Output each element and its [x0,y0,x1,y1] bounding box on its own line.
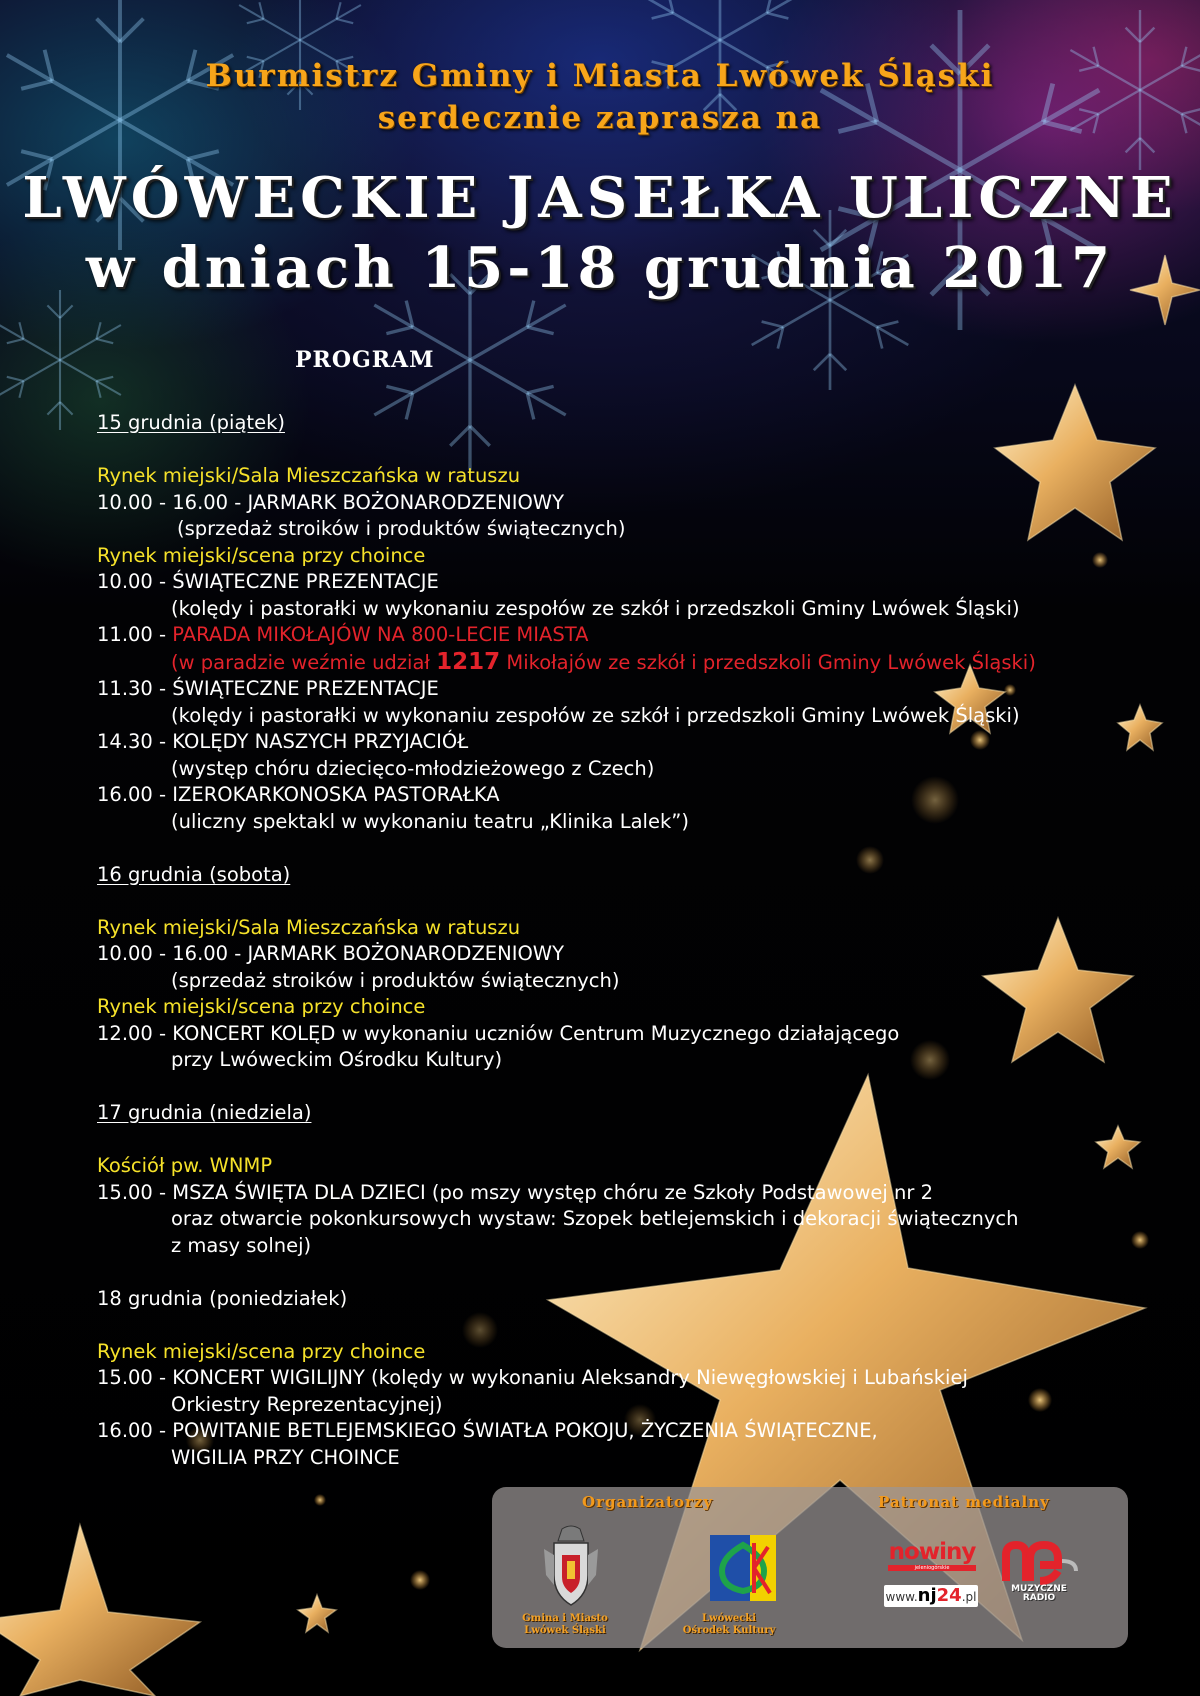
event-description: oraz otwarcie pokonkursowych wystaw: Szopek betlejemskich i dekoracji świątecznych [171,1207,1019,1230]
program-heading: PROGRAM [295,347,435,373]
bokeh-light [314,1494,326,1506]
day-heading: 17 grudnia (niedziela) [97,1101,312,1124]
event-description: (sprzedaż stroików i produktów świątecznych) [171,968,620,992]
venue: Rynek miejski/scena przy choince [97,1339,426,1363]
day-heading: 18 grudnia (poniedziałek) [97,1286,348,1310]
venue: Rynek miejski/scena przy choince [97,995,426,1018]
santa-count: 1217 [436,648,501,675]
event-entry: 14.30 - KOLĘDY NASZYCH PRZYJACIÓŁ [97,730,469,753]
venue: Rynek miejski/Sala Mieszczańska w ratuszu [97,464,521,487]
patronage-label: Patronat medialny [878,1493,1050,1511]
venue: Kościół pw. WNMP [97,1154,273,1177]
event-description: WIGILIA PRZY CHOINCE [171,1445,400,1469]
nowiny-logo: nowiny jeleniogórskie [888,1539,976,1571]
gmina-caption: Gmina i Miasto Lwówek Śląski [522,1613,608,1636]
event-entry: 16.00 - IZEROKARKONOSKA PASTORAŁKA [97,783,500,806]
event-time: 11.00 - [97,623,173,646]
event-entry: 11.30 - ŚWIĄTECZNE PREZENTACJE [97,677,439,700]
venue: Rynek miejski/scena przy choince [97,543,426,567]
bokeh-light [410,1570,430,1590]
bokeh-light [1131,1231,1149,1249]
event-entry: 10.00 - 16.00 - JARMARK BOŻONARODZENIOWY [97,490,565,514]
event-description: z masy solnej) [171,1233,312,1257]
sponsors-panel [492,1487,1128,1648]
lok-caption: Lwówecki Ośrodek Kultury [682,1613,776,1636]
event-description: (sprzedaż stroików i produktów świątecznych) [177,517,626,540]
parade-description: (w paradzie weźmie udział 1217 Mikołajów ze szkół i przedszkoli Gminy Lwówek Śląski) [171,648,1036,675]
day-heading: 16 grudnia (sobota) [97,862,291,886]
event-entry: 10.00 - ŚWIĄTECZNE PREZENTACJE [97,570,439,593]
event-entry: 16.00 - POWITANIE BETLEJEMSKIEGO ŚWIATŁA POKOJU, ŻYCZENIA ŚWIĄTECZNE, [97,1419,878,1442]
venue: Rynek miejski/Sala Mieszczańska w ratuszu [97,915,521,939]
invitation-line-1: Burmistrz Gminy i Miasta Lwówek Śląski [205,58,995,94]
event-description: (występ chóru dziecięco-młodzieżowego z Czech) [171,756,655,780]
event-description: (kolędy i pastorałki w wykonaniu zespołów ze szkół i przedszkoli Gminy Lwówek Śląski) [171,703,1020,727]
radio-logo-icon [996,1541,1082,1585]
event-title: LWÓWECKIE JASEŁKA ULICZNE [22,165,1178,231]
event-description: (kolędy i pastorałki w wykonaniu zespołów ze szkół i przedszkoli Gminy Lwówek Śląski) [171,596,1020,620]
gmina-crest-icon [540,1525,602,1609]
day-heading: 15 grudnia (piątek) [97,411,285,434]
star [298,1595,336,1632]
event-description: (uliczny spektakl w wykonaniu teatru „Klinika Lalek”) [171,809,689,833]
event-dates: w dniach 15-18 grudnia 2017 [85,235,1115,301]
event-description: Orkiestry Reprezentacyjnej) [171,1392,443,1416]
parade-title: PARADA MIKOŁAJÓW NA 800-LECIE MIASTA [172,623,589,646]
nj24-logo: www.nj24.pl [885,1585,977,1606]
event-entry: 15.00 - MSZA ŚWIĘTA DLA DZIECI (po mszy występ chóru ze Szkoły Podstawowej nr 2 [97,1180,933,1204]
event-description: przy Lwóweckim Ośrodku Kultury) [171,1048,503,1071]
muzyczne-radio-logo: MUZYCZNE RADIO [996,1541,1082,1607]
event-entry: 10.00 - 16.00 - JARMARK BOŻONARODZENIOWY [97,942,565,965]
lok-logo-icon [710,1535,776,1601]
program-schedule [97,410,1127,1471]
organizers-label: Organizatorzy [582,1493,714,1511]
event-entry: 12.00 - KONCERT KOLĘD w wykonaniu uczniów Centrum Muzycznego działającego [97,1021,900,1045]
star [0,1525,200,1696]
event-entry: 15.00 - KONCERT WIGILIJNY (kolędy w wykonaniu Aleksandry Niewęgłowskiej i Lubańskiej [97,1366,968,1389]
invitation-line-2: serdecznie zaprasza na [377,100,823,136]
event-entry-parade [97,622,1127,649]
